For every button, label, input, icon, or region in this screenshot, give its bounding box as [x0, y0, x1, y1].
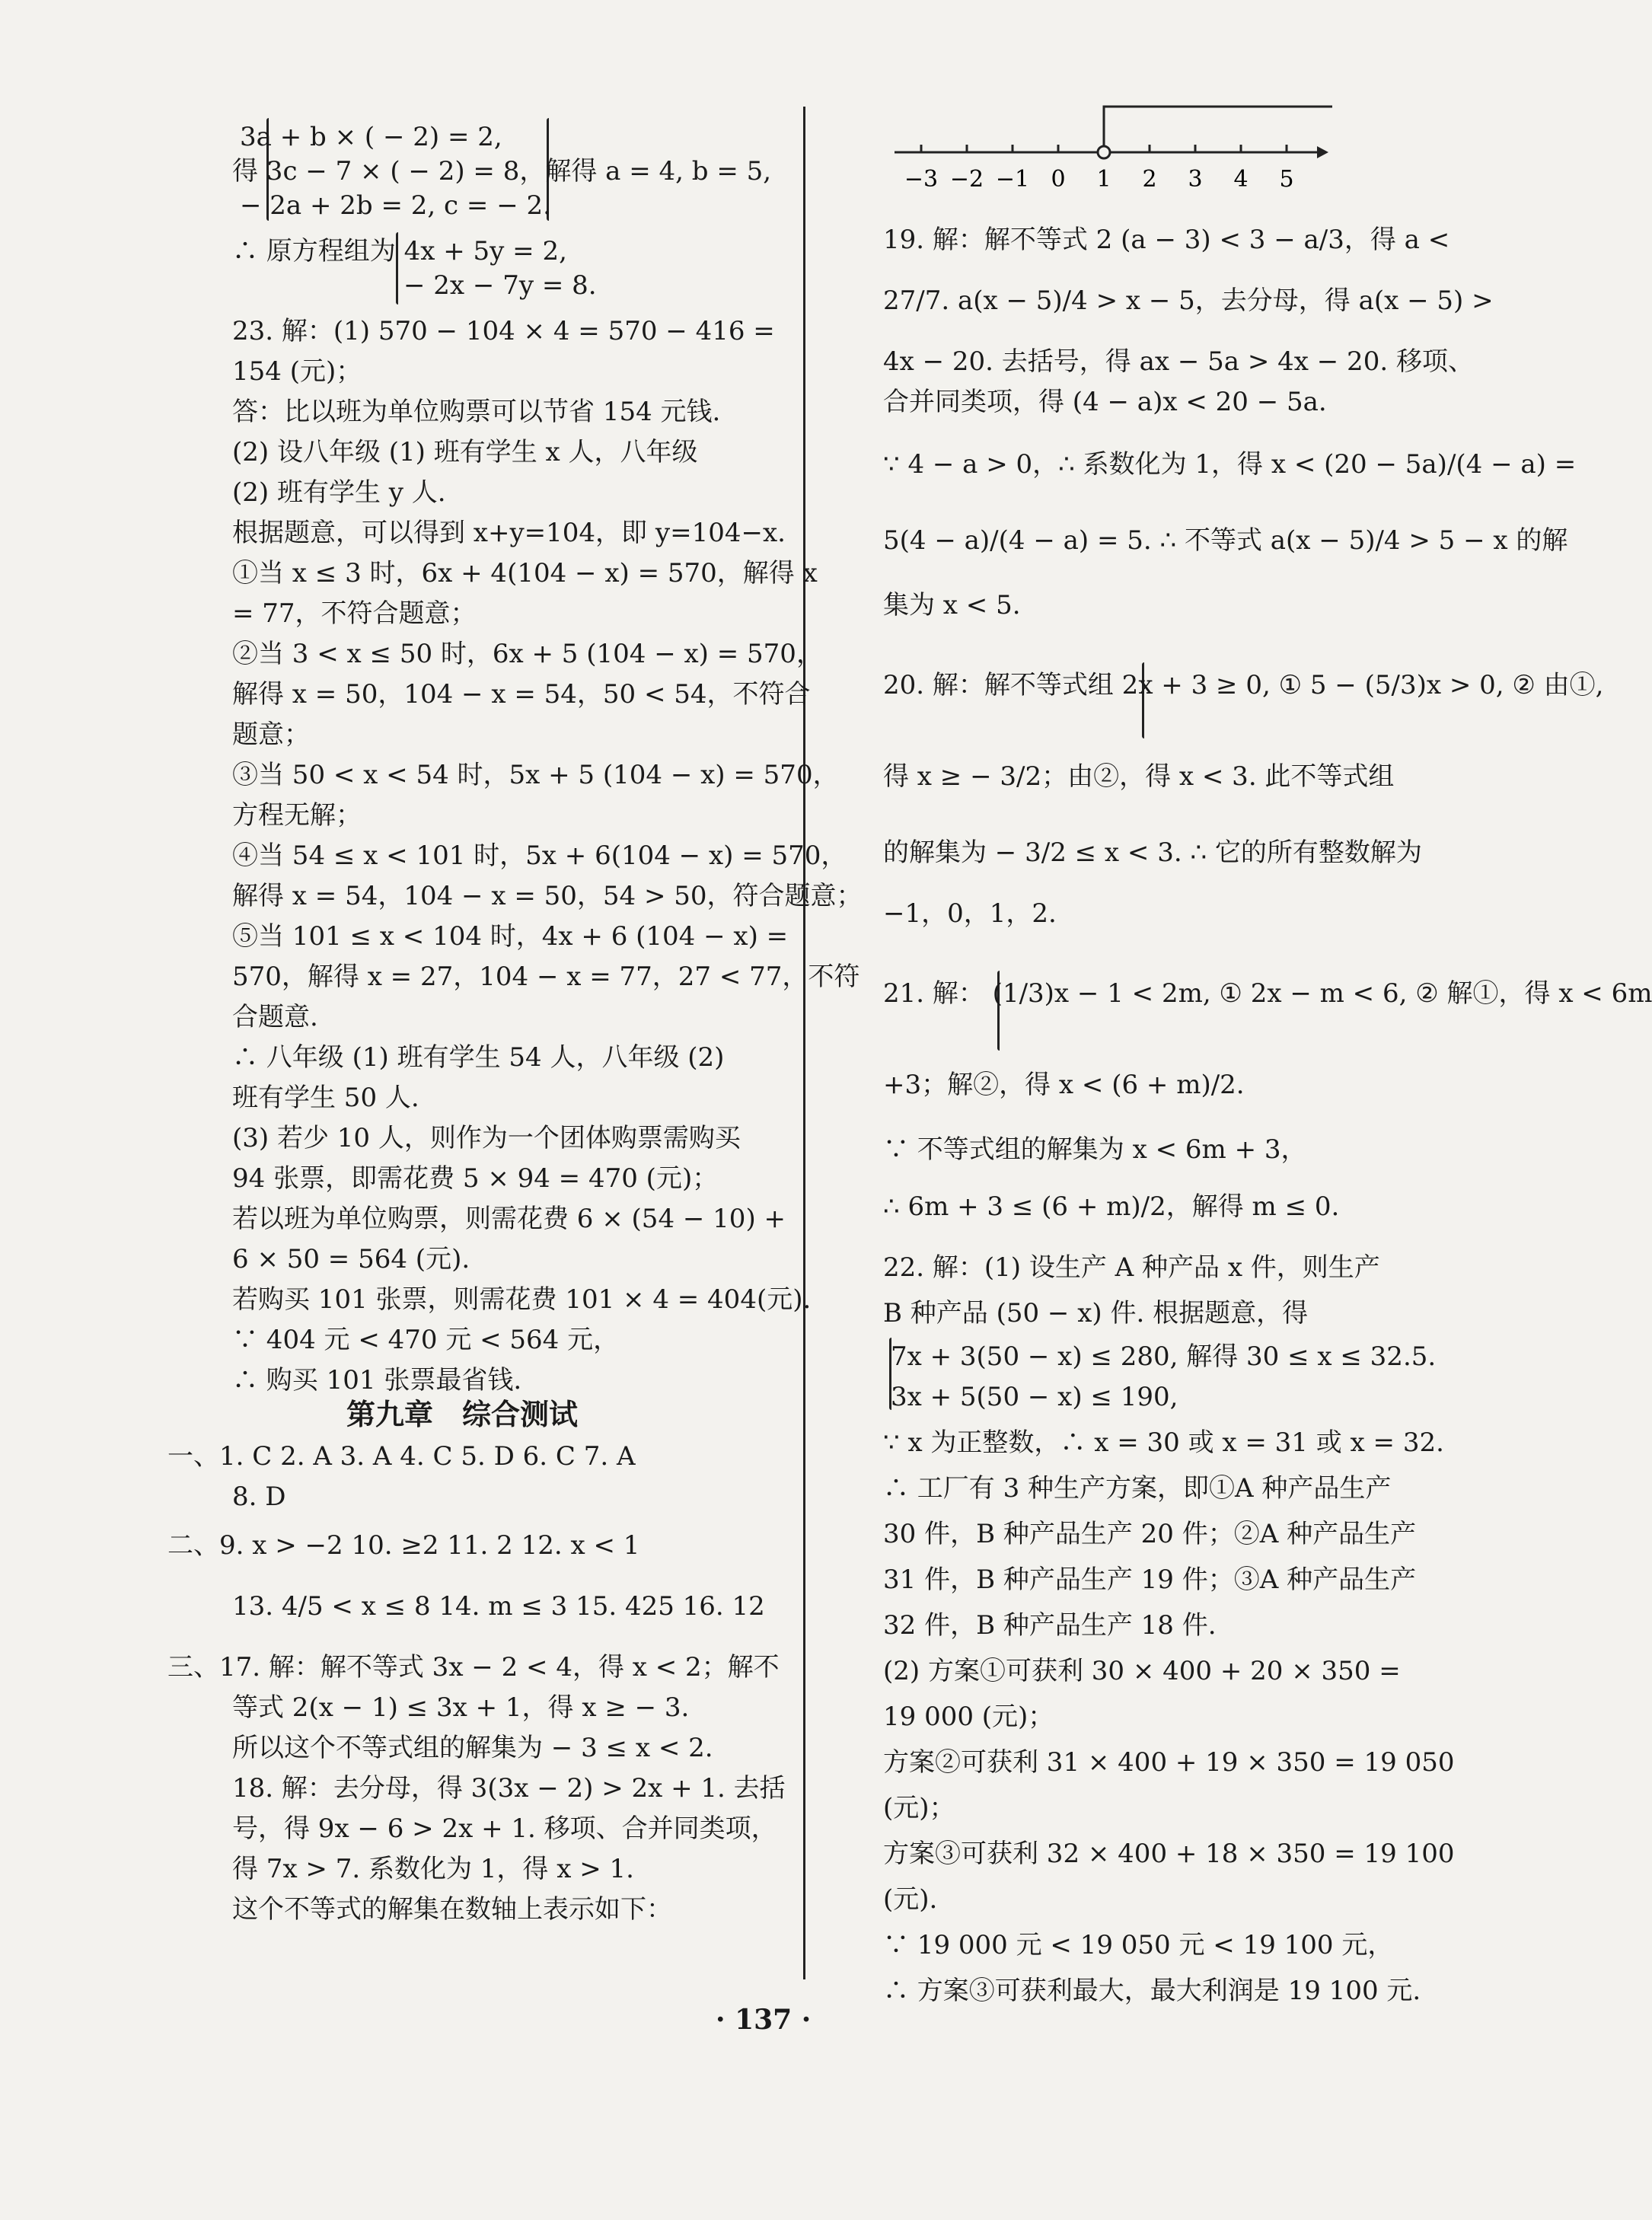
left-text-line: ②当 3 < x ≤ 50 时，6x + 5 (104 − x) = 570，: [232, 639, 822, 669]
left-text-line: ∴ 八年级 (1) 班有学生 54 人，八年级 (2): [232, 1042, 725, 1073]
open-circle: [1098, 146, 1110, 158]
right-text-line: 22. 解：(1) 设生产 A 种产品 x 件，则生产: [883, 1252, 1380, 1283]
right-text-line: ∴ 6m + 3 ≤ (6 + m)/2，解得 m ≤ 0.: [883, 1191, 1340, 1222]
left-text-line: 570，解得 x = 27，104 − x = 77，27 < 77，不符: [232, 962, 860, 992]
column-divider: [803, 107, 805, 1979]
left-text-line: ∴ 购买 101 张票最省钱.: [232, 1365, 522, 1395]
right-text-line: 32 件，B 种产品生产 18 件.: [883, 1610, 1217, 1641]
left-text-line: ∵ 404 元 < 470 元 < 564 元，: [232, 1325, 620, 1355]
tick-label: −2: [949, 166, 984, 193]
left-text-line: 合题意.: [232, 1002, 318, 1032]
left-text-line: 若购买 101 张票，则需花费 101 × 4 = 404(元).: [232, 1284, 812, 1315]
right-text-line: 21. 解： (1/3)x − 1 < 2m, ① 2x − m < 6, ② 解①，得 x < 6m: [883, 978, 1652, 1009]
left-text-line: 23. 解：(1) 570 − 104 × 4 = 570 − 416 =: [232, 316, 775, 346]
left-text-line: 一、1. C 2. A 3. A 4. C 5. D 6. C 7. A: [167, 1441, 636, 1472]
tick-label: 0: [1051, 166, 1066, 193]
right-text-line: 7x + 3(50 − x) ≤ 280, 解得 30 ≤ x ≤ 32.5.: [891, 1341, 1437, 1372]
right-text-line: 3x + 5(50 − x) ≤ 190,: [891, 1382, 1178, 1412]
left-text-line: 号，得 9x − 6 > 2x + 1. 移项、合并同类项，: [232, 1813, 777, 1844]
left-text-line: ∴ 原方程组为 4x + 5y = 2,: [232, 236, 567, 266]
left-text-line: 等式 2(x − 1) ≤ 3x + 1，得 x ≥ − 3.: [232, 1692, 690, 1723]
right-text-line: 27/7. a(x − 5)/4 > x − 5，去分母，得 a(x − 5) >: [883, 285, 1494, 316]
left-text-line: 94 张票，即需花费 5 × 94 = 470 (元)；: [232, 1163, 719, 1194]
chapter-heading: 第九章 综合测试: [346, 1397, 579, 1431]
left-text-line: ③当 50 < x < 54 时，5x + 5 (104 − x) = 570，: [232, 760, 839, 790]
right-text-line: 集为 x < 5.: [883, 590, 1021, 620]
left-text-line: 班有学生 50 人.: [232, 1083, 419, 1113]
solution-ray: [1104, 107, 1332, 146]
left-text-line: 8. D: [232, 1482, 286, 1512]
left-text-line: 解得 x = 54，104 − x = 50，54 > 50，符合题意；: [232, 881, 863, 911]
left-text-line: 答：比以班为单位购票可以节省 154 元钱.: [232, 397, 721, 427]
axis-arrow: [1317, 146, 1328, 158]
tick-label: 2: [1142, 166, 1157, 193]
right-text-line: ∵ 不等式组的解集为 x < 6m + 3，: [883, 1134, 1307, 1165]
right-text-line: 合并同类项，得 (4 − a)x < 20 − 5a.: [883, 387, 1327, 417]
right-text-line: ∴ 工厂有 3 种生产方案，即①A 种产品生产: [883, 1473, 1392, 1504]
number-line-svg: [891, 99, 1347, 193]
number-line: [891, 99, 1347, 193]
left-text-line: 得 7x > 7. 系数化为 1，得 x > 1.: [232, 1854, 634, 1884]
right-text-line: 得 x ≥ − 3/2；由②，得 x < 3. 此不等式组: [883, 761, 1395, 792]
left-text-line: 三、17. 解：解不等式 3x − 2 < 4，得 x < 2；解不: [167, 1652, 780, 1683]
tick-label: 3: [1188, 166, 1203, 193]
left-text-line: 题意；: [232, 719, 310, 750]
left-text-line: 所以这个不等式组的解集为 − 3 ≤ x < 2.: [232, 1733, 713, 1763]
right-text-line: 19. 解：解不等式 2 (a − 3) < 3 − a/3，得 a <: [883, 225, 1450, 255]
right-text-line: 方案②可获利 31 × 400 + 19 × 350 = 19 050: [883, 1747, 1455, 1778]
right-text-line: ∵ 19 000 元 < 19 050 元 < 19 100 元，: [883, 1930, 1394, 1960]
left-text-line: (2) 班有学生 y 人.: [232, 477, 446, 508]
left-text-line: 得 3c − 7 × ( − 2) = 8，解得 a = 4, b = 5,: [232, 156, 772, 187]
tick-label: 5: [1279, 166, 1294, 193]
right-text-line: (2) 方案①可获利 30 × 400 + 20 × 350 =: [883, 1656, 1401, 1686]
right-text-line: −1，0，1，2.: [883, 898, 1057, 929]
left-text-line: 根据题意，可以得到 x+y=104，即 y=104−x.: [232, 518, 786, 548]
right-text-line: 5(4 − a)/(4 − a) = 5. ∴ 不等式 a(x − 5)/4 > 5 − x 的解: [883, 525, 1568, 556]
right-text-line: 方案③可获利 32 × 400 + 18 × 350 = 19 100: [883, 1839, 1455, 1869]
left-text-line: 18. 解：去分母，得 3(3x − 2) > 2x + 1. 去括: [232, 1773, 786, 1804]
right-text-line: ∴ 方案③可获利最大，最大利润是 19 100 元.: [883, 1976, 1421, 2006]
left-text-line: − 2x − 7y = 8.: [403, 270, 597, 301]
left-text-line: 3a + b × ( − 2) = 2,: [240, 122, 502, 152]
left-text-line: 13. 4/5 < x ≤ 8 14. m ≤ 3 15. 425 16. 12: [232, 1591, 765, 1622]
left-text-line: ④当 54 ≤ x < 101 时，5x + 6(104 − x) = 570，: [232, 840, 847, 871]
right-text-line: 19 000 (元)；: [883, 1702, 1054, 1732]
left-text-line: 方程无解；: [232, 800, 362, 831]
left-text-line: 若以班为单位购票，则需花费 6 × (54 − 10) +: [232, 1204, 786, 1234]
tick-label: 1: [1096, 166, 1111, 193]
right-text-line: 的解集为 − 3/2 ≤ x < 3. ∴ 它的所有整数解为: [883, 837, 1422, 868]
right-text-line: ∵ 4 − a > 0，∴ 系数化为 1，得 x < (20 − 5a)/(4 − a) =: [883, 449, 1577, 480]
right-text-line: 20. 解：解不等式组 2x + 3 ≥ 0, ① 5 − (5/3)x > 0, ② 由①,: [883, 670, 1604, 700]
right-text-line: B 种产品 (50 − x) 件. 根据题意，得: [883, 1298, 1309, 1328]
tick-label: −3: [904, 166, 939, 193]
right-text-line: +3；解②，得 x < (6 + m)/2.: [883, 1070, 1245, 1100]
left-text-line: 154 (元)；: [232, 356, 362, 387]
left-text-line: ①当 x ≤ 3 时，6x + 4(104 − x) = 570，解得 x: [232, 558, 818, 588]
tick-label: −1: [995, 166, 1030, 193]
left-text-line: 二、9. x > −2 10. ≥2 11. 2 12. x < 1: [167, 1530, 640, 1561]
right-text-line: 31 件，B 种产品生产 19 件；③A 种产品生产: [883, 1565, 1417, 1595]
right-text-line: (元)；: [883, 1793, 955, 1823]
right-text-line: 30 件，B 种产品生产 20 件；②A 种产品生产: [883, 1519, 1417, 1549]
left-text-line: (2) 设八年级 (1) 班有学生 x 人，八年级: [232, 437, 698, 467]
left-text-line: 解得 x = 50，104 − x = 54，50 < 54，不符合: [232, 679, 811, 710]
right-text-line: ∵ x 为正整数，∴ x = 30 或 x = 31 或 x = 32.: [883, 1427, 1444, 1458]
left-text-line: = 77，不符合题意；: [232, 598, 477, 629]
left-text-line: ⑤当 101 ≤ x < 104 时，4x + 6 (104 − x) =: [232, 921, 789, 952]
left-text-line: − 2a + 2b = 2, c = − 2.: [240, 190, 551, 221]
right-text-line: 4x − 20. 去括号，得 ax − 5a > 4x − 20. 移项、: [883, 346, 1474, 377]
tick-label: 4: [1233, 166, 1249, 193]
page-number: · 137 ·: [716, 2004, 812, 2036]
right-text-line: (元).: [883, 1884, 938, 1915]
left-text-line: 这个不等式的解集在数轴上表示如下：: [232, 1894, 672, 1925]
left-text-line: 6 × 50 = 564 (元).: [232, 1244, 470, 1274]
left-text-line: (3) 若少 10 人，则作为一个团体购票需购买: [232, 1123, 741, 1153]
